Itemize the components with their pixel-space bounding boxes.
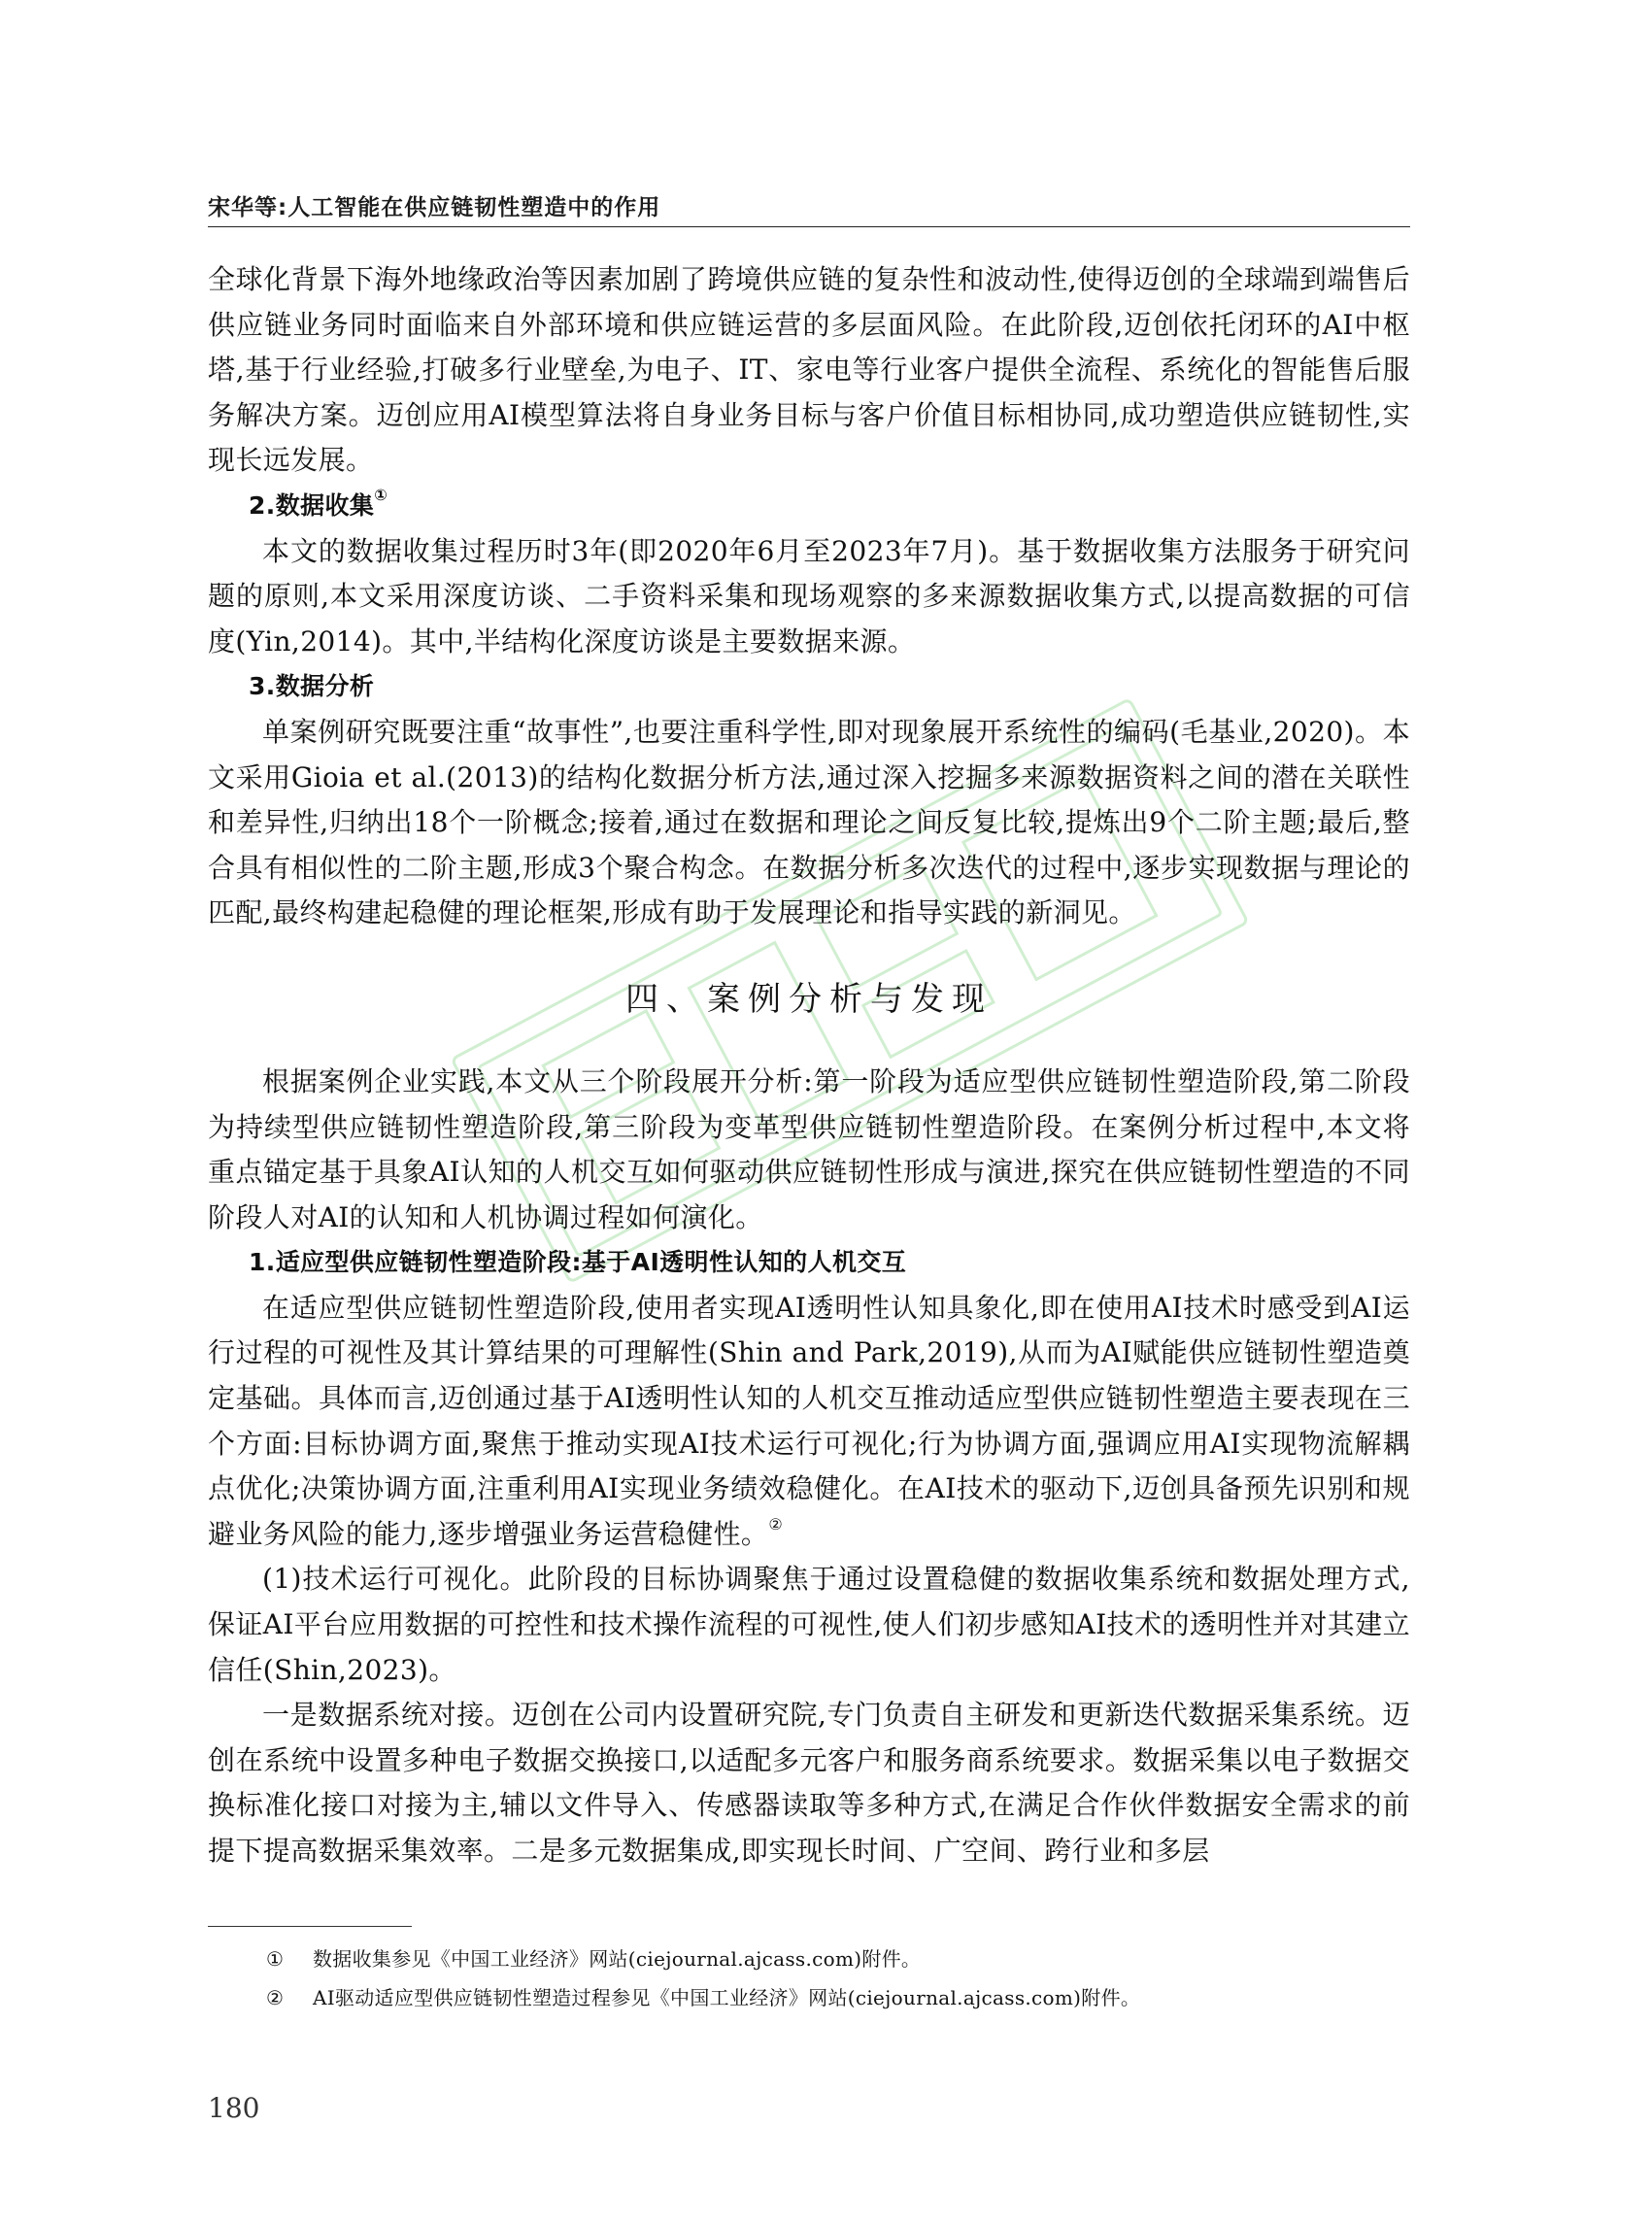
paragraph: 一是数据系统对接。迈创在公司内设置研究院,专门负责自主研发和更新迭代数据采集系统。迈创在系统中设置多种电子数据交换接口,以适配多元客户和服务商系统要求。数据采集以电子数据交换标准化接口对接为主,辅以文件导入、传感器读取等多种方式,在满足合作伙伴数据安全需求的前提下提高数据采集效率。二是多元数据集成,即实现长时间、广空间、跨行业和多层 [208, 1699, 1410, 1867]
footnote-mark: ① [266, 1947, 285, 1971]
footnote-2 [266, 1978, 1412, 2017]
subheading-data-analysis: 3.数据分析 [249, 672, 375, 701]
subheading-adaptive-stage: 1.适应型供应链韧性塑造阶段:基于AI透明性认知的人机交互 [249, 1248, 907, 1277]
running-head: 宋华等:人工智能在供应链韧性塑造中的作用 [208, 195, 661, 220]
section-title: 四、案例分析与发现 [625, 979, 993, 1019]
paragraph: 本文的数据收集过程历时3年(即2020年6月至2023年7月)。基于数据收集方法服务于研究问题的原则,本文采用深度访谈、二手资料采集和现场观察的多来源数据收集方式,以提高数据的可信度(Yin,2014)。其中,半结构化深度访谈是主要数据来源。 [208, 534, 1410, 658]
footnote-text: 数据收集参见《中国工业经济》网站(ciejournal.ajcass.com)附件。 [313, 1947, 922, 1971]
footnote-rule [208, 1926, 412, 1927]
footnote-mark: ② [266, 1986, 285, 2009]
paragraph: (1)技术运行可视化。此阶段的目标协调聚焦于通过设置稳健的数据收集系统和数据处理方式,保证AI平台应用数据的可控性和技术操作流程的可视性,使人们初步感知AI技术的透明性并对其建立信任(Shin,2023)。 [208, 1563, 1410, 1686]
body-text [208, 257, 1410, 1874]
footnote-1 [266, 1939, 1412, 1978]
subheading-data-collection: 2.数据收集① [249, 485, 388, 520]
page-number: 180 [208, 2092, 260, 2124]
paragraph: 根据案例企业实践,本文从三个阶段展开分析:第一阶段为适应型供应链韧性塑造阶段,第二阶段为持续型供应链韧性塑造阶段,第三阶段为变革型供应链韧性塑造阶段。在案例分析过程中,本文将重点锚定基于具象AI认知的人机交互如何驱动供应链韧性形成与演进,探究在供应链韧性塑造的不同阶段人对AI的认知和人机协调过程如何演化。 [208, 1064, 1410, 1233]
footnotes [266, 1939, 1412, 2017]
header-rule [208, 226, 1410, 227]
footnote-ref-2[interactable]: ② [768, 1514, 784, 1534]
paragraph: 在适应型供应链韧性塑造阶段,使用者实现AI透明性认知具象化,即在使用AI技术时感受到AI运行过程的可视性及其计算结果的可理解性(Shin and Park,2019),从而为AI赋能供应链韧性塑造奠定基础。具体而言,迈创通过基于AI透明性认知的人机交互推动适应型供应链韧性塑造主要表现在三个方面:目标协调方面,聚焦于推动实现AI技术运行可视化;行为协调方面,强调应用AI实现物流解耦点优化;决策协调方面,注重利用AI实现业务绩效稳健化。在AI技术的驱动下,迈创具备预先识别和规避业务风险的能力,逐步增强业务运营稳健性。② [208, 1291, 1410, 1550]
footnote-ref-1[interactable]: ① [374, 485, 388, 504]
footnote-text: AI驱动适应型供应链韧性塑造过程参见《中国工业经济》网站(ciejournal.ajcass.com)附件。 [313, 1986, 1141, 2009]
paragraph: 全球化背景下海外地缘政治等因素加剧了跨境供应链的复杂性和波动性,使得迈创的全球端到端售后供应链业务同时面临来自外部环境和供应链运营的多层面风险。在此阶段,迈创依托闭环的AI中枢塔,基于行业经验,打破多行业壁垒,为电子、IT、家电等行业客户提供全流程、系统化的智能售后服务解决方案。迈创应用AI模型算法将自身业务目标与客户价值目标相协同,成功塑造供应链韧性,实现长远发展。 [208, 263, 1410, 477]
paragraph: 单案例研究既要注重“故事性”,也要注重科学性,即对现象展开系统性的编码(毛基业,2020)。本文采用Gioia et al.(2013)的结构化数据分析方法,通过深入挖掘多来源数据资料之间的潜在关联性和差异性,归纳出18个一阶概念;接着,通过在数据和理论之间反复比较,提炼出9个二阶主题;最后,整合具有相似性的二阶主题,形成3个聚合构念。在数据分析多次迭代的过程中,逐步实现数据与理论的匹配,最终构建起稳健的理论框架,形成有助于发展理论和指导实践的新洞见。 [208, 715, 1410, 929]
